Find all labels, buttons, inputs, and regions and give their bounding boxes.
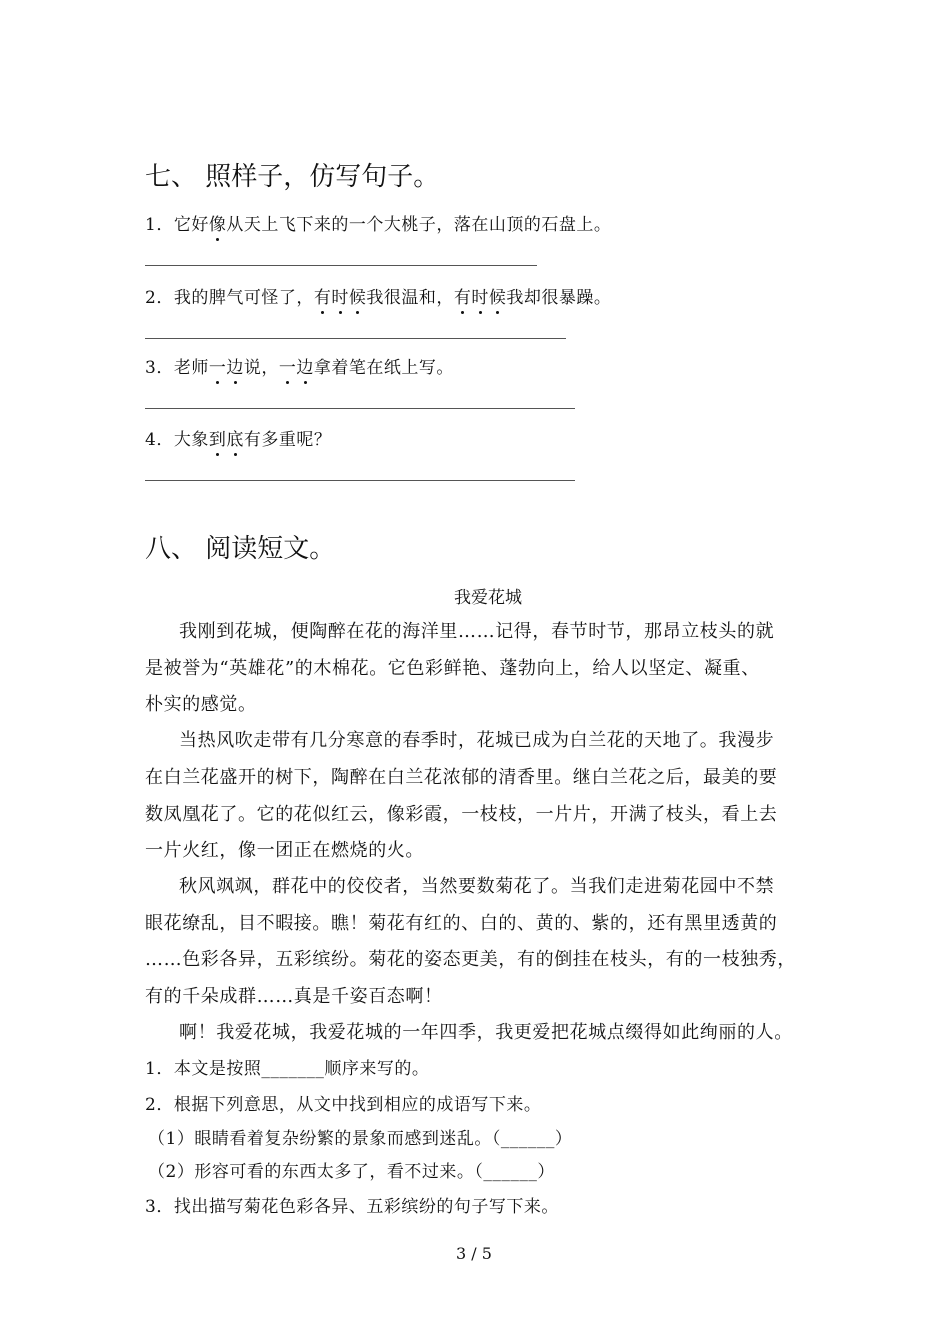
- exercise-1-text: 1．它好: [145, 215, 209, 235]
- answer-line[interactable]: [145, 408, 575, 409]
- reading-question: （1）眼睛看着复杂纷繁的景象而感到迷乱。（______）: [148, 1129, 573, 1149]
- exercise-2: [145, 283, 611, 308]
- article-title: 我爱花城: [454, 588, 522, 608]
- article-line: ……色彩各异，五彩缤纷。菊花的姿态更美，有的倒挂在枝头，有的一枝独秀，: [145, 949, 796, 970]
- exercise-1-text: 从天上飞下来的一个大桃子，落在山顶的石盘上。: [226, 215, 612, 235]
- emphasis-word: 像: [209, 210, 227, 235]
- exercise-4: 4．大象到底有多重呢？: [145, 425, 331, 450]
- answer-line[interactable]: [145, 480, 575, 481]
- section-7-title: 七、 照样子，仿写句子。: [145, 162, 440, 192]
- exercise-3-text: 拿着笔在纸上写。: [313, 358, 454, 378]
- exercise-3-text: 说，: [243, 358, 279, 378]
- article-line: 我刚到花城，便陶醉在花的海洋里……记得，春节时节，那昂立枝头的就: [179, 621, 775, 642]
- article-line: 朴实的感觉。: [145, 694, 257, 715]
- reading-question: （2）形容可看的东西太多了，看不过来。（______）: [148, 1162, 555, 1182]
- article-line: 在白兰花盛开的树下，陶醉在白兰花浓郁的清香里。继白兰花之后，最美的要: [145, 767, 778, 788]
- exercise-2-text: 我却很暴躁。: [506, 288, 612, 308]
- article-line: 一片火红，像一团正在燃烧的火。: [145, 840, 424, 861]
- page-number: 3 / 5: [456, 1244, 492, 1263]
- article-line: 当热风吹走带有几分寒意的春季时，花城已成为白兰花的天地了。我漫步: [179, 730, 775, 751]
- exercise-2-text: 我很温和，: [366, 288, 454, 308]
- article-line: 啊！我爱花城，我爱花城的一年四季，我更爱把花城点缀得如此绚丽的人。: [179, 1022, 793, 1043]
- exercise-2-text: 2．我的脾气可怪了，: [145, 288, 314, 308]
- exercise-3-text: 3．老师: [145, 358, 209, 378]
- exercise-4-text: 有多重呢？: [243, 430, 332, 450]
- reading-question: 2．根据下列意思，从文中找到相应的成语写下来。: [145, 1095, 542, 1115]
- reading-question: 1．本文是按照_______顺序来写的。: [145, 1059, 430, 1079]
- answer-line[interactable]: [145, 338, 566, 339]
- article-line: 眼花缭乱，目不暇接。瞧！菊花有红的、白的、黄的、紫的，还有黑里透黄的: [145, 913, 778, 934]
- section-8-title: 八、 阅读短文。: [145, 534, 336, 564]
- article-line: 是被誉为“英雄花”的木棉花。它色彩鲜艳、蓬勃向上，给人以坚定、凝重、: [145, 658, 760, 679]
- article-line: 数凤凰花了。它的花似红云，像彩霞，一枝枝，一片片，开满了枝头，看上去: [145, 804, 778, 825]
- answer-line[interactable]: [145, 265, 537, 266]
- exercise-1: [145, 210, 611, 235]
- reading-question: 3．找出描写菊花色彩各异、五彩缤纷的句子写下来。: [145, 1197, 559, 1217]
- article-line: 秋风飒飒，群花中的佼佼者，当然要数菊花了。当我们走进菊花园中不禁: [179, 876, 775, 897]
- emphasis-word: 有时候: [314, 288, 367, 308]
- article-line: 有的千朵成群……真是千姿百态啊！: [145, 986, 443, 1007]
- emphasis-word: 有时候: [454, 288, 507, 308]
- exercise-3: 3．老师一边说，一边拿着笔在纸上写。: [145, 353, 454, 378]
- exercise-4-text: 4．大象: [145, 430, 209, 450]
